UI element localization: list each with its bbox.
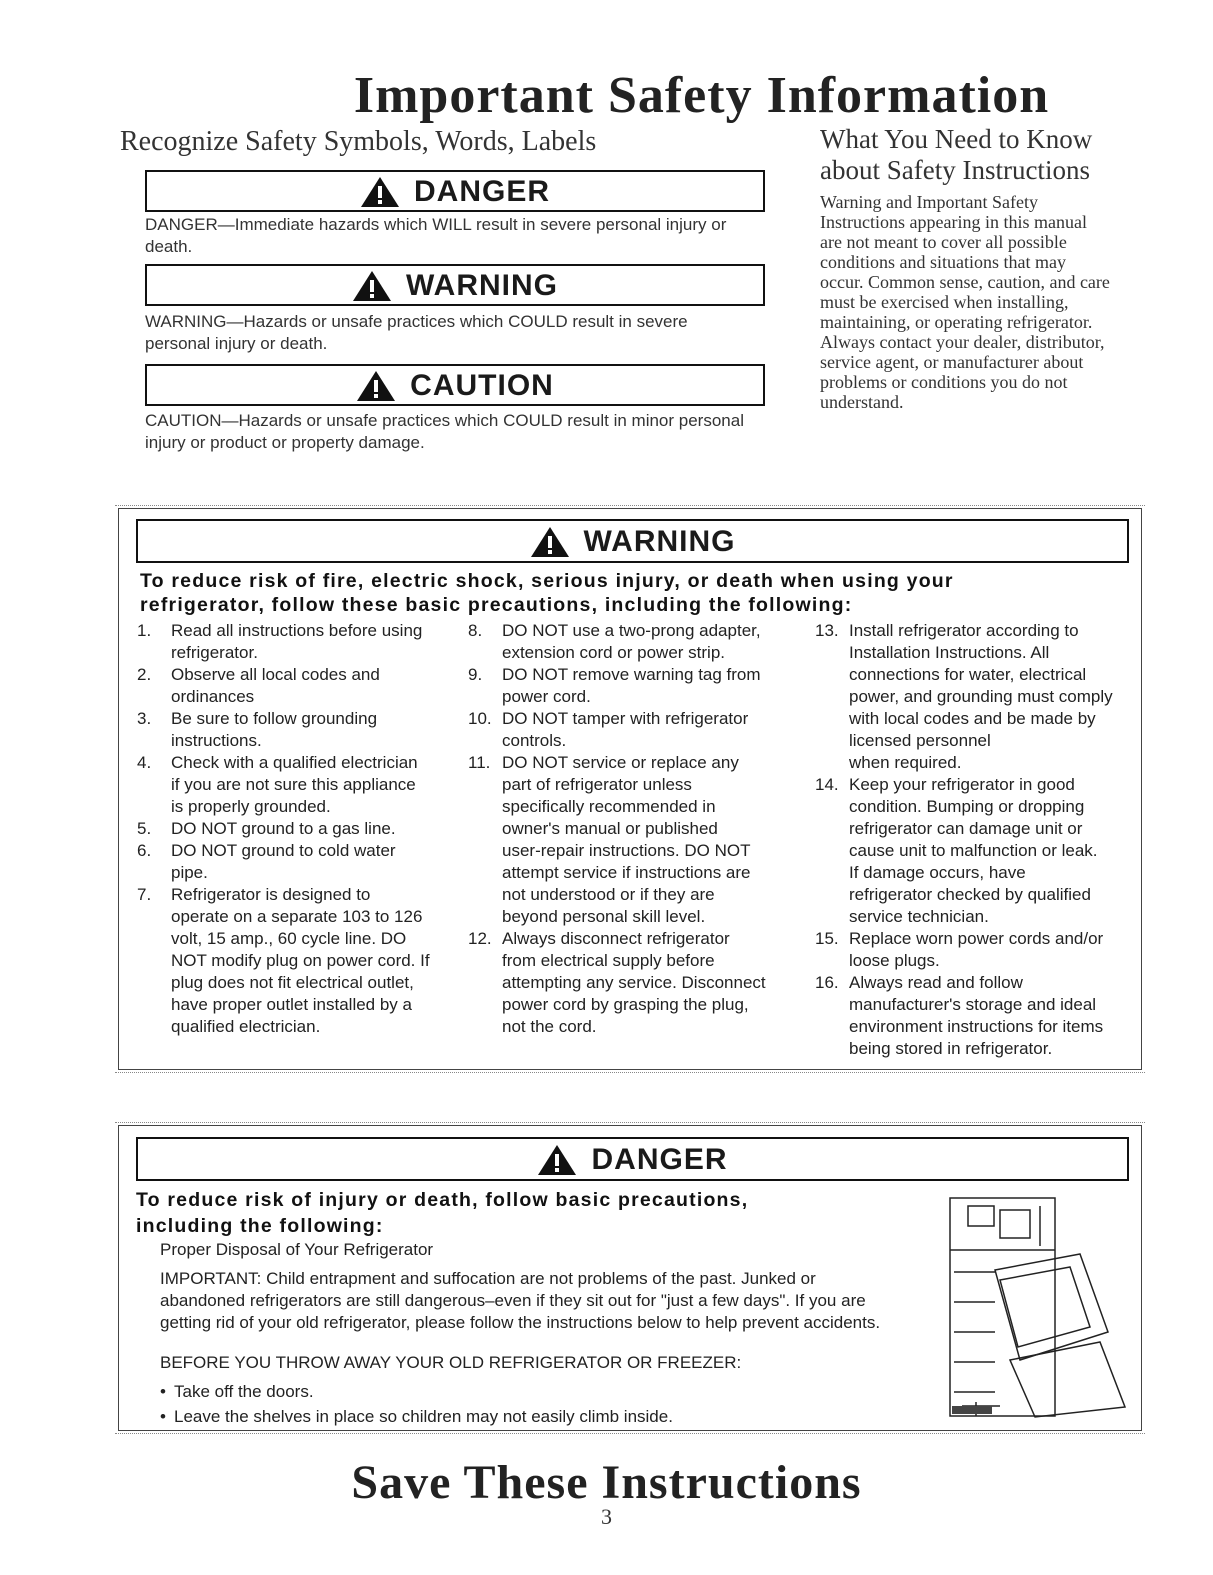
know-body-line: conditions and situations that may xyxy=(820,252,1066,272)
bullet-item xyxy=(160,1404,920,1429)
precaution-item xyxy=(137,708,462,752)
item-line: DO NOT ground to a gas line. xyxy=(171,819,396,838)
item-line: Read all instructions before using xyxy=(171,621,423,640)
item-line: DO NOT service or replace any xyxy=(502,753,739,772)
item-line: If damage occurs, have xyxy=(849,863,1026,882)
item-line: extension cord or power strip. xyxy=(502,643,725,662)
precaution-item xyxy=(815,928,1140,972)
item-number: 12. xyxy=(468,929,492,948)
know-body-line: Warning and Important Safety xyxy=(820,192,1038,212)
disposal-bullets xyxy=(160,1379,920,1429)
know-body-line: are not meant to cover all possible xyxy=(820,232,1067,252)
item-number: 15. xyxy=(815,929,839,948)
item-line: power, and grounding must comply xyxy=(849,687,1113,706)
item-line: refrigerator checked by qualified xyxy=(849,885,1091,904)
item-line: pipe. xyxy=(171,863,208,882)
item-line: condition. Bumping or dropping xyxy=(849,797,1085,816)
item-line: being stored in refrigerator. xyxy=(849,1039,1053,1058)
danger-description-line: DANGER—Immediate hazards which WILL result in severe personal injury or xyxy=(145,215,727,234)
item-number: 1. xyxy=(137,621,152,640)
precaution-item xyxy=(137,818,462,840)
item-line: manufacturer's storage and ideal xyxy=(849,995,1097,1014)
danger-lead-line: To reduce risk of injury or death, follow basic precautions, xyxy=(136,1189,749,1211)
know-body-line: Instructions appearing in this manual xyxy=(820,212,1087,232)
item-number: 10. xyxy=(468,709,492,728)
refrigerator-illustration xyxy=(940,1192,1135,1422)
item-line: Keep your refrigerator in good xyxy=(849,775,1075,794)
precaution-item xyxy=(815,620,1140,774)
item-line: user-repair instructions. DO NOT xyxy=(502,841,751,860)
item-number: 7. xyxy=(137,885,152,904)
item-line: loose plugs. xyxy=(849,951,940,970)
precautions-column-1 xyxy=(137,620,462,1038)
item-line: plug does not fit electrical outlet, xyxy=(171,973,414,992)
disposal-important xyxy=(160,1268,940,1334)
caution-signal-box xyxy=(145,364,765,406)
warning-lead-line: refrigerator, follow these basic precautions, including the following: xyxy=(140,594,853,616)
bullet-text: Leave the shelves in place so children may not easily climb inside. xyxy=(174,1407,673,1426)
item-line: Check with a qualified electrician xyxy=(171,753,418,772)
know-body xyxy=(820,192,1150,412)
item-line: Install refrigerator according to xyxy=(849,621,1079,640)
item-line: cause unit to malfunction or leak. xyxy=(849,841,1098,860)
item-number: 13. xyxy=(815,621,839,640)
item-line: refrigerator can damage unit or xyxy=(849,819,1083,838)
item-line: controls. xyxy=(502,731,567,750)
precaution-item xyxy=(468,664,803,708)
danger-description xyxy=(145,214,805,258)
item-line: Refrigerator is designed to xyxy=(171,885,371,904)
precaution-item xyxy=(137,840,462,884)
item-line: Installation Instructions. All xyxy=(849,643,1050,662)
item-number: 6. xyxy=(137,841,152,860)
precaution-item xyxy=(137,664,462,708)
item-line: volt, 15 amp., 60 cycle line. DO xyxy=(171,929,407,948)
item-line: connections for water, electrical xyxy=(849,665,1087,684)
item-number: 4. xyxy=(137,753,152,772)
item-line: owner's manual or published xyxy=(502,819,718,838)
item-line: Always read and follow xyxy=(849,973,1023,992)
disposal-subheading: Proper Disposal of Your Refrigerator xyxy=(160,1240,434,1259)
item-line: DO NOT remove warning tag from xyxy=(502,665,761,684)
warning-signal-box xyxy=(145,264,765,306)
know-heading-line: about Safety Instructions xyxy=(820,155,1090,185)
warning-description-line: WARNING—Hazards or unsafe practices which COULD result in severe xyxy=(145,312,688,331)
know-heading xyxy=(820,124,1092,186)
alert-triangle-icon xyxy=(352,270,392,302)
precaution-item xyxy=(815,972,1140,1060)
precaution-item xyxy=(468,928,803,1038)
item-line: when required. xyxy=(849,753,962,772)
item-line: service technician. xyxy=(849,907,989,926)
item-line: beyond personal skill level. xyxy=(502,907,706,926)
item-number: 9. xyxy=(468,665,483,684)
caution-description-line: injury or product or property damage. xyxy=(145,433,425,452)
alert-triangle-icon xyxy=(537,1144,577,1176)
item-line: not the cord. xyxy=(502,1017,597,1036)
alert-triangle-icon xyxy=(530,526,570,558)
danger-signal-box xyxy=(145,170,765,212)
bullet-icon: • xyxy=(160,1382,166,1401)
precaution-item xyxy=(137,752,462,818)
precaution-item xyxy=(137,620,462,664)
item-line: not understood or if they are xyxy=(502,885,715,904)
know-body-line: service agent, or manufacturer about xyxy=(820,352,1084,372)
know-body-line: Always contact your dealer, distributor, xyxy=(820,332,1105,352)
item-number: 3. xyxy=(137,709,152,728)
precaution-item xyxy=(468,708,803,752)
item-line: Always disconnect refrigerator xyxy=(502,929,730,948)
important-line: abandoned refrigerators are still dangerous–even if they sit out for "just a few days". If you are xyxy=(160,1291,866,1310)
item-number: 11. xyxy=(468,753,491,772)
symbols-heading: Recognize Safety Symbols, Words, Labels xyxy=(120,126,597,157)
item-number: 16. xyxy=(815,973,839,992)
item-line: Observe all local codes and xyxy=(171,665,380,684)
item-line: operate on a separate 103 to 126 xyxy=(171,907,423,926)
know-body-line: occur. Common sense, caution, and care xyxy=(820,272,1110,292)
item-line: have proper outlet installed by a xyxy=(171,995,412,1014)
warning-precautions-lead xyxy=(140,569,1130,617)
item-line: Be sure to follow grounding xyxy=(171,709,378,728)
know-body-line: problems or conditions you do not xyxy=(820,372,1068,392)
item-line: power cord by grasping the plug, xyxy=(502,995,749,1014)
item-line: DO NOT use a two-prong adapter, xyxy=(502,621,761,640)
danger-disposal-word: DANGER xyxy=(591,1143,728,1177)
item-line: qualified electrician. xyxy=(171,1017,321,1036)
danger-disposal-lead xyxy=(136,1187,936,1239)
item-line: from electrical supply before xyxy=(502,951,715,970)
bullet-item xyxy=(160,1379,920,1404)
know-body-line: must be exercised when installing, xyxy=(820,292,1069,312)
item-line: environment instructions for items xyxy=(849,1017,1104,1036)
warning-precautions-word: WARNING xyxy=(583,525,736,559)
caution-description xyxy=(145,410,815,454)
item-line: Replace worn power cords and/or xyxy=(849,929,1104,948)
item-line: power cord. xyxy=(502,687,591,706)
item-line: refrigerator. xyxy=(171,643,258,662)
caution-word: CAUTION xyxy=(410,369,554,403)
item-line: attempt service if instructions are xyxy=(502,863,751,882)
precaution-item xyxy=(468,620,803,664)
item-line: ordinances xyxy=(171,687,255,706)
item-number: 8. xyxy=(468,621,483,640)
item-number: 5. xyxy=(137,819,152,838)
warning-description xyxy=(145,311,805,355)
warning-description-line: personal injury or death. xyxy=(145,334,328,353)
important-line: IMPORTANT: Child entrapment and suffocation are not problems of the past. Junked or xyxy=(160,1269,816,1288)
item-number: 14. xyxy=(815,775,839,794)
alert-triangle-icon xyxy=(360,176,400,208)
warning-word: WARNING xyxy=(406,269,558,303)
bullet-text: Take off the doors. xyxy=(174,1382,314,1401)
danger-description-line: death. xyxy=(145,237,193,256)
alert-triangle-icon xyxy=(356,370,396,402)
item-line: if you are not sure this appliance xyxy=(171,775,416,794)
page-title: Important Safety Information xyxy=(353,67,1050,124)
warning-precautions-header xyxy=(136,519,1129,563)
item-line: DO NOT ground to cold water xyxy=(171,841,396,860)
danger-disposal-header xyxy=(136,1137,1129,1181)
item-line: with local codes and be made by xyxy=(849,709,1096,728)
item-line: part of refrigerator unless xyxy=(502,775,692,794)
item-number: 2. xyxy=(137,665,152,684)
precaution-item xyxy=(137,884,462,1038)
bullet-icon: • xyxy=(160,1407,166,1426)
know-body-line: understand. xyxy=(820,392,904,412)
know-body-line: maintaining, or operating refrigerator. xyxy=(820,312,1093,332)
item-line: specifically recommended in xyxy=(502,797,716,816)
before-heading: BEFORE YOU THROW AWAY YOUR OLD REFRIGERATOR OR FREEZER: xyxy=(160,1353,742,1372)
item-line: DO NOT tamper with refrigerator xyxy=(502,709,749,728)
page-number: 3 xyxy=(601,1504,612,1529)
precaution-item xyxy=(468,752,803,928)
important-line: getting rid of your old refrigerator, please follow the instructions below to help prevent accidents. xyxy=(160,1313,881,1332)
danger-word: DANGER xyxy=(413,175,550,209)
precautions-column-3 xyxy=(815,620,1140,1060)
warning-lead-line: To reduce risk of fire, electric shock, serious injury, or death when using your xyxy=(140,570,954,592)
danger-lead-line: including the following: xyxy=(136,1215,384,1237)
item-line: NOT modify plug on power cord. If xyxy=(171,951,430,970)
item-line: licensed personnel xyxy=(849,731,991,750)
know-heading-line: What You Need to Know xyxy=(820,124,1093,154)
precaution-item xyxy=(815,774,1140,928)
precautions-column-2 xyxy=(468,620,803,1038)
item-line: is properly grounded. xyxy=(171,797,331,816)
item-line: attempting any service. Disconnect xyxy=(502,973,766,992)
caution-description-line: CAUTION—Hazards or unsafe practices which COULD result in minor personal xyxy=(145,411,744,430)
item-line: instructions. xyxy=(171,731,262,750)
save-instructions-title: Save These Instructions xyxy=(351,1456,862,1509)
